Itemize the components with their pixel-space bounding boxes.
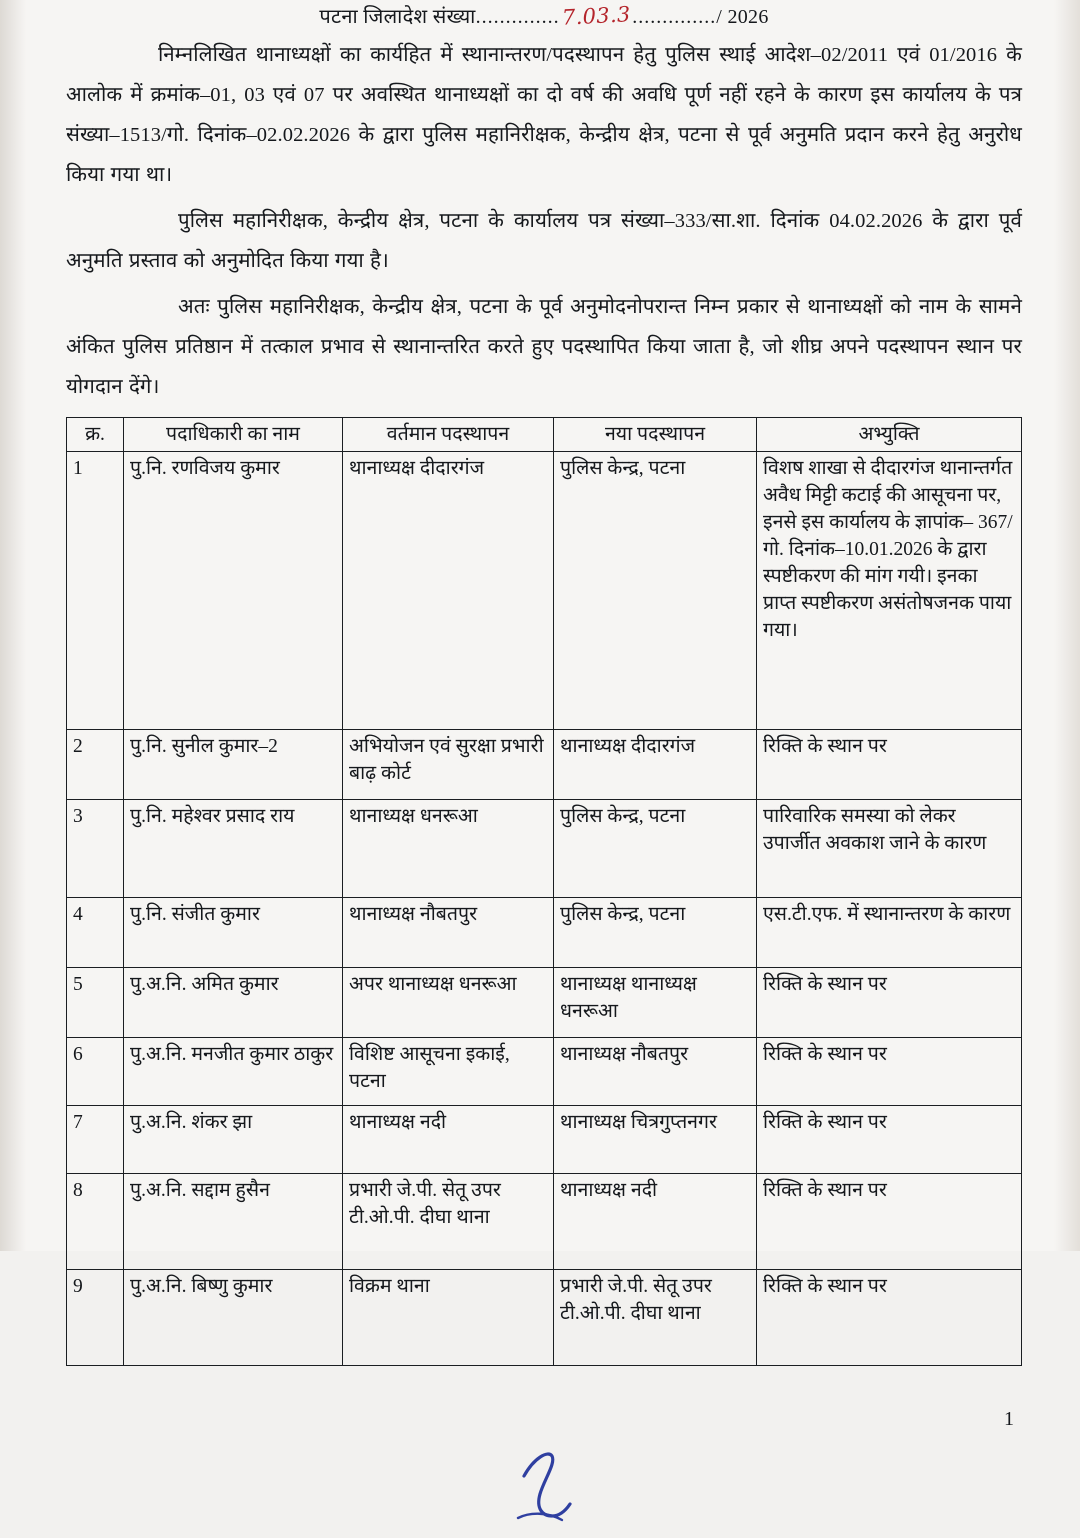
document-header [66, 0, 1022, 29]
cell-officer-name: पु.अ.नि. शंकर झा [124, 1106, 343, 1174]
cell-remarks: रिक्ति के स्थान पर [757, 730, 1022, 800]
cell-new-posting: थानाध्यक्ष दीदारगंज [554, 730, 757, 800]
cell-new-posting: थानाध्यक्ष थानाध्यक्ष धनरूआ [554, 968, 757, 1038]
cell-serial: 1 [67, 452, 124, 730]
table-row [67, 800, 1022, 898]
paragraph-3: अतः पुलिस महानिरीक्षक, केन्द्रीय क्षेत्र, पटना के पूर्व अनुमोदनोपरान्त निम्न प्रकार से थानाध्यक्षों को नाम के सामने अंकित पुलिस प्रतिष्ठान में तत्काल प्रभाव से स्थानान्तरित करते हुए पदस्थापित किया जाता है, जो शीघ्र अपने पदस्थापन स्थान पर योगदान देंगे। [66, 296, 1022, 398]
cell-remarks: पारिवारिक समस्या को लेकर उपार्जीत अवकाश जाने के कारण [757, 800, 1022, 898]
table-row [67, 1106, 1022, 1174]
table-body [67, 452, 1022, 1366]
cell-new-posting: थानाध्यक्ष नदी [554, 1174, 757, 1270]
cell-officer-name: पु.नि. रणविजय कुमार [124, 452, 343, 730]
table-header-row [67, 418, 1022, 452]
cell-current-posting: थानाध्यक्ष नदी [343, 1106, 554, 1174]
cell-current-posting: विशिष्ट आसूचना इकाई, पटना [343, 1038, 554, 1106]
cell-serial: 8 [67, 1174, 124, 1270]
cell-new-posting: पुलिस केन्द्र, पटना [554, 898, 757, 968]
cell-remarks: एस.टी.एफ. में स्थानान्तरण के कारण [757, 898, 1022, 968]
paragraph-1: निम्नलिखित थानाध्यक्षों का कार्यहित में स्थानान्तरण/पदस्थापन हेतु पुलिस स्थाई आदेश–02/2011 एवं 01/2016 के आलोक में क्रमांक–01, 03 एवं 07 पर अवस्थित थानाध्यक्षों का दो वर्ष की अवधि पूर्ण नहीं रहने के कारण इस कार्यालय के पत्र संख्या–1513/गो. दिनांक–02.02.2026 के द्वारा पुलिस महानिरीक्षक, केन्द्रीय क्षेत्र, पटना से पूर्व अनुमति प्रदान करने हेतु अनुरोध किया गया था। [66, 44, 1022, 186]
column-header-new-posting: नया पदस्थापन [554, 418, 757, 452]
cell-serial: 3 [67, 800, 124, 898]
header-year: 2026 [727, 6, 769, 28]
cell-officer-name: पु.अ.नि. सद्दाम हुसैन [124, 1174, 343, 1270]
table-row [67, 1270, 1022, 1366]
header-prefix: पटना जिलादेश संख्या [319, 6, 476, 28]
cell-current-posting: अभियोजन एवं सुरक्षा प्रभारी बाढ़ कोर्ट [343, 730, 554, 800]
table-row [67, 898, 1022, 968]
cell-remarks: विशष शाखा से दीदारगंज थानान्तर्गत अवैध मिट्टी कटाई की आसूचना पर, इनसे इस कार्यालय के ज्ञापांक– 367/गो. दिनांक–10.01.2026 के द्वारा स्पष्टीकरण की मांग गयी। इनका प्राप्त स्पष्टीकरण असंतोषजनक पाया गया। [757, 452, 1022, 730]
cell-remarks: रिक्ति के स्थान पर [757, 1038, 1022, 1106]
header-dots-2: .............. [632, 6, 717, 28]
document-footer [66, 1408, 1022, 1538]
header-handwritten-number: 7.03.3 [561, 2, 631, 30]
cell-current-posting: थानाध्यक्ष दीदारगंज [343, 452, 554, 730]
cell-serial: 9 [67, 1270, 124, 1366]
table-row [67, 1038, 1022, 1106]
table-row [67, 1174, 1022, 1270]
cell-new-posting: पुलिस केन्द्र, पटना [554, 452, 757, 730]
column-header-officer-name: पदाधिकारी का नाम [124, 418, 343, 452]
cell-officer-name: पु.अ.नि. अमित कुमार [124, 968, 343, 1038]
cell-officer-name: पु.अ.नि. बिष्णु कुमार [124, 1270, 343, 1366]
cell-current-posting: विक्रम थाना [343, 1270, 554, 1366]
cell-serial: 6 [67, 1038, 124, 1106]
cell-officer-name: पु.नि. महेश्वर प्रसाद राय [124, 800, 343, 898]
cell-officer-name: पु.अ.नि. मनजीत कुमार ठाकुर [124, 1038, 343, 1106]
header-dots: .............. [475, 6, 560, 28]
cell-officer-name: पु.नि. संजीत कुमार [124, 898, 343, 968]
cell-remarks: रिक्ति के स्थान पर [757, 1270, 1022, 1366]
column-header-remarks: अभ्युक्ति [757, 418, 1022, 452]
cell-current-posting: थानाध्यक्ष नौबतपुर [343, 898, 554, 968]
transfer-order-table [66, 417, 1022, 1366]
header-separator: / [716, 6, 723, 28]
cell-remarks: रिक्ति के स्थान पर [757, 1106, 1022, 1174]
page-number: 1 [1004, 1408, 1014, 1430]
column-header-serial: क्र. [67, 418, 124, 452]
cell-new-posting: प्रभारी जे.पी. सेतू उपर टी.ओ.पी. दीघा थाना [554, 1270, 757, 1366]
table-header [67, 418, 1022, 452]
cell-current-posting: थानाध्यक्ष धनरूआ [343, 800, 554, 898]
cell-serial: 4 [67, 898, 124, 968]
cell-current-posting: अपर थानाध्यक्ष धनरूआ [343, 968, 554, 1038]
cell-remarks: रिक्ति के स्थान पर [757, 968, 1022, 1038]
cell-officer-name: पु.नि. सुनील कुमार–2 [124, 730, 343, 800]
cell-serial: 7 [67, 1106, 124, 1174]
cell-remarks: रिक्ति के स्थान पर [757, 1174, 1022, 1270]
column-header-current-posting: वर्तमान पदस्थापन [343, 418, 554, 452]
cell-current-posting: प्रभारी जे.पी. सेतू उपर टी.ओ.पी. दीघा थाना [343, 1174, 554, 1270]
paragraph-2: पुलिस महानिरीक्षक, केन्द्रीय क्षेत्र, पटना के कार्यालय पत्र संख्या–333/सा.शा. दिनांक 04.02.2026 के द्वारा पूर्व अनुमति प्रस्ताव को अनुमोदित किया गया है। [66, 210, 1022, 272]
table-row [67, 968, 1022, 1038]
signature-mark [504, 1446, 594, 1526]
cell-serial: 5 [67, 968, 124, 1038]
cell-new-posting: पुलिस केन्द्र, पटना [554, 800, 757, 898]
table-row [67, 730, 1022, 800]
cell-serial: 2 [67, 730, 124, 800]
cell-new-posting: थानाध्यक्ष चित्रगुप्तनगर [554, 1106, 757, 1174]
cell-new-posting: थानाध्यक्ष नौबतपुर [554, 1038, 757, 1106]
table-row [67, 452, 1022, 730]
